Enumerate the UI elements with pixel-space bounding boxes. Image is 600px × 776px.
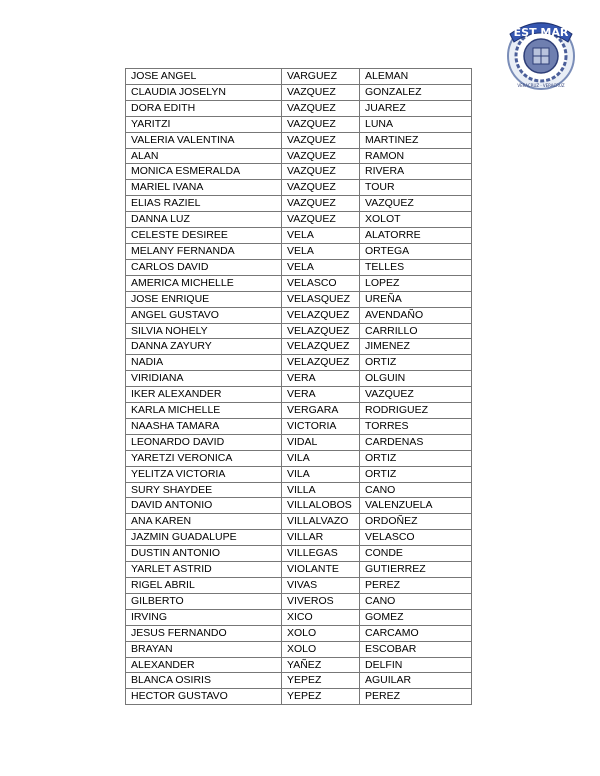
first-name-cell: IRVING [126,609,282,625]
first-name-cell: SURY SHAYDEE [126,482,282,498]
table-row [126,69,472,85]
paternal-surname-cell: VILLALOBOS [282,498,360,514]
maternal-surname-cell: RIVERA [360,164,472,180]
table-row [126,307,472,323]
table-row [126,180,472,196]
table-row [126,196,472,212]
table-row [126,212,472,228]
first-name-cell: VIRIDIANA [126,371,282,387]
first-name-cell: BRAYAN [126,641,282,657]
table-row [126,100,472,116]
paternal-surname-cell: VILLEGAS [282,546,360,562]
paternal-surname-cell: VILLALVAZO [282,514,360,530]
paternal-surname-cell: VELAZQUEZ [282,307,360,323]
table-row [126,116,472,132]
logo-ring-text: VERACRUZ · VERACRUZ [517,83,565,88]
maternal-surname-cell: VAZQUEZ [360,196,472,212]
paternal-surname-cell: VIOLANTE [282,562,360,578]
first-name-cell: KARLA MICHELLE [126,403,282,419]
table-row [126,689,472,705]
table-row [126,418,472,434]
first-name-cell: DANNA ZAYURY [126,339,282,355]
maternal-surname-cell: LOPEZ [360,275,472,291]
first-name-cell: NADIA [126,355,282,371]
maternal-surname-cell: CANO [360,593,472,609]
table-row [126,530,472,546]
maternal-surname-cell: GONZALEZ [360,84,472,100]
first-name-cell: IKER ALEXANDER [126,387,282,403]
paternal-surname-cell: VELAZQUEZ [282,355,360,371]
paternal-surname-cell: VAZQUEZ [282,212,360,228]
maternal-surname-cell: VELASCO [360,530,472,546]
maternal-surname-cell: CARRILLO [360,323,472,339]
maternal-surname-cell: PEREZ [360,578,472,594]
first-name-cell: ANGEL GUSTAVO [126,307,282,323]
table-row [126,403,472,419]
student-roster-table [125,68,472,705]
maternal-surname-cell: AGUILAR [360,673,472,689]
paternal-surname-cell: VAZQUEZ [282,164,360,180]
table-row [126,546,472,562]
paternal-surname-cell: VAZQUEZ [282,84,360,100]
maternal-surname-cell: TELLES [360,259,472,275]
maternal-surname-cell: CONDE [360,546,472,562]
first-name-cell: SILVIA NOHELY [126,323,282,339]
first-name-cell: NAASHA TAMARA [126,418,282,434]
maternal-surname-cell: GOMEZ [360,609,472,625]
first-name-cell: MONICA ESMERALDA [126,164,282,180]
maternal-surname-cell: VAZQUEZ [360,387,472,403]
maternal-surname-cell: JUAREZ [360,100,472,116]
table-row [126,228,472,244]
first-name-cell: YARITZI [126,116,282,132]
first-name-cell: YARLET ASTRID [126,562,282,578]
table-row [126,593,472,609]
table-row [126,291,472,307]
maternal-surname-cell: ALEMAN [360,69,472,85]
paternal-surname-cell: VILA [282,466,360,482]
table-row [126,243,472,259]
maternal-surname-cell: DELFIN [360,657,472,673]
maternal-surname-cell: PEREZ [360,689,472,705]
table-row [126,514,472,530]
maternal-surname-cell: RODRIGUEZ [360,403,472,419]
maternal-surname-cell: TORRES [360,418,472,434]
paternal-surname-cell: VELASQUEZ [282,291,360,307]
table-row [126,387,472,403]
paternal-surname-cell: VIDAL [282,434,360,450]
first-name-cell: HECTOR GUSTAVO [126,689,282,705]
first-name-cell: ALAN [126,148,282,164]
paternal-surname-cell: VAZQUEZ [282,132,360,148]
table-row [126,609,472,625]
table-row [126,450,472,466]
maternal-surname-cell: GUTIERREZ [360,562,472,578]
first-name-cell: AMERICA MICHELLE [126,275,282,291]
table-row [126,641,472,657]
paternal-surname-cell: XOLO [282,641,360,657]
table-row [126,148,472,164]
table-row [126,466,472,482]
first-name-cell: JAZMIN GUADALUPE [126,530,282,546]
maternal-surname-cell: ORTIZ [360,466,472,482]
roster-body [126,69,472,705]
table-row [126,355,472,371]
first-name-cell: RIGEL ABRIL [126,578,282,594]
paternal-surname-cell: VELASCO [282,275,360,291]
maternal-surname-cell: ORDOÑEZ [360,514,472,530]
first-name-cell: YELITZA VICTORIA [126,466,282,482]
first-name-cell: MARIEL IVANA [126,180,282,196]
maternal-surname-cell: LUNA [360,116,472,132]
paternal-surname-cell: VARGUEZ [282,69,360,85]
paternal-surname-cell: VICTORIA [282,418,360,434]
first-name-cell: BLANCA OSIRIS [126,673,282,689]
table-row [126,259,472,275]
school-logo [502,14,580,92]
paternal-surname-cell: VELAZQUEZ [282,339,360,355]
maternal-surname-cell: CARCAMO [360,625,472,641]
first-name-cell: DUSTIN ANTONIO [126,546,282,562]
first-name-cell: DANNA LUZ [126,212,282,228]
table-row [126,578,472,594]
table-row [126,657,472,673]
first-name-cell: JOSE ANGEL [126,69,282,85]
table-row [126,482,472,498]
table-row [126,673,472,689]
paternal-surname-cell: VIVEROS [282,593,360,609]
table-row [126,164,472,180]
maternal-surname-cell: UREÑA [360,291,472,307]
table-row [126,562,472,578]
first-name-cell: JOSE ENRIQUE [126,291,282,307]
paternal-surname-cell: VELA [282,228,360,244]
paternal-surname-cell: VELAZQUEZ [282,323,360,339]
paternal-surname-cell: VELA [282,259,360,275]
table-row [126,371,472,387]
first-name-cell: YARETZI VERONICA [126,450,282,466]
paternal-surname-cell: YAÑEZ [282,657,360,673]
paternal-surname-cell: XOLO [282,625,360,641]
maternal-surname-cell: CANO [360,482,472,498]
first-name-cell: LEONARDO DAVID [126,434,282,450]
first-name-cell: DAVID ANTONIO [126,498,282,514]
maternal-surname-cell: ORTIZ [360,450,472,466]
maternal-surname-cell: TOUR [360,180,472,196]
paternal-surname-cell: XICO [282,609,360,625]
paternal-surname-cell: VAZQUEZ [282,180,360,196]
paternal-surname-cell: VIVAS [282,578,360,594]
first-name-cell: ALEXANDER [126,657,282,673]
paternal-surname-cell: VERA [282,387,360,403]
first-name-cell: ANA KAREN [126,514,282,530]
maternal-surname-cell: ORTEGA [360,243,472,259]
paternal-surname-cell: VILLA [282,482,360,498]
paternal-surname-cell: VILLAR [282,530,360,546]
paternal-surname-cell: VAZQUEZ [282,148,360,164]
paternal-surname-cell: VILA [282,450,360,466]
maternal-surname-cell: JIMENEZ [360,339,472,355]
paternal-surname-cell: VERGARA [282,403,360,419]
first-name-cell: JESUS FERNANDO [126,625,282,641]
table-row [126,132,472,148]
table-row [126,323,472,339]
paternal-surname-cell: VELA [282,243,360,259]
paternal-surname-cell: VAZQUEZ [282,196,360,212]
first-name-cell: MELANY FERNANDA [126,243,282,259]
maternal-surname-cell: RAMON [360,148,472,164]
table-row [126,498,472,514]
maternal-surname-cell: ORTIZ [360,355,472,371]
table-row [126,434,472,450]
first-name-cell: ELIAS RAZIEL [126,196,282,212]
table-row [126,339,472,355]
maternal-surname-cell: XOLOT [360,212,472,228]
first-name-cell: CLAUDIA JOSELYN [126,84,282,100]
paternal-surname-cell: VAZQUEZ [282,100,360,116]
maternal-surname-cell: CARDENAS [360,434,472,450]
first-name-cell: GILBERTO [126,593,282,609]
maternal-surname-cell: VALENZUELA [360,498,472,514]
maternal-surname-cell: AVENDAÑO [360,307,472,323]
maternal-surname-cell: ESCOBAR [360,641,472,657]
first-name-cell: DORA EDITH [126,100,282,116]
table-row [126,84,472,100]
paternal-surname-cell: YEPEZ [282,689,360,705]
maternal-surname-cell: OLGUIN [360,371,472,387]
maternal-surname-cell: ALATORRE [360,228,472,244]
table-row [126,275,472,291]
paternal-surname-cell: VERA [282,371,360,387]
first-name-cell: CARLOS DAVID [126,259,282,275]
table-row [126,625,472,641]
paternal-surname-cell: YEPEZ [282,673,360,689]
first-name-cell: CELESTE DESIREE [126,228,282,244]
maternal-surname-cell: MARTINEZ [360,132,472,148]
logo-title: EST MAR [513,26,569,39]
paternal-surname-cell: VAZQUEZ [282,116,360,132]
first-name-cell: VALERIA VALENTINA [126,132,282,148]
